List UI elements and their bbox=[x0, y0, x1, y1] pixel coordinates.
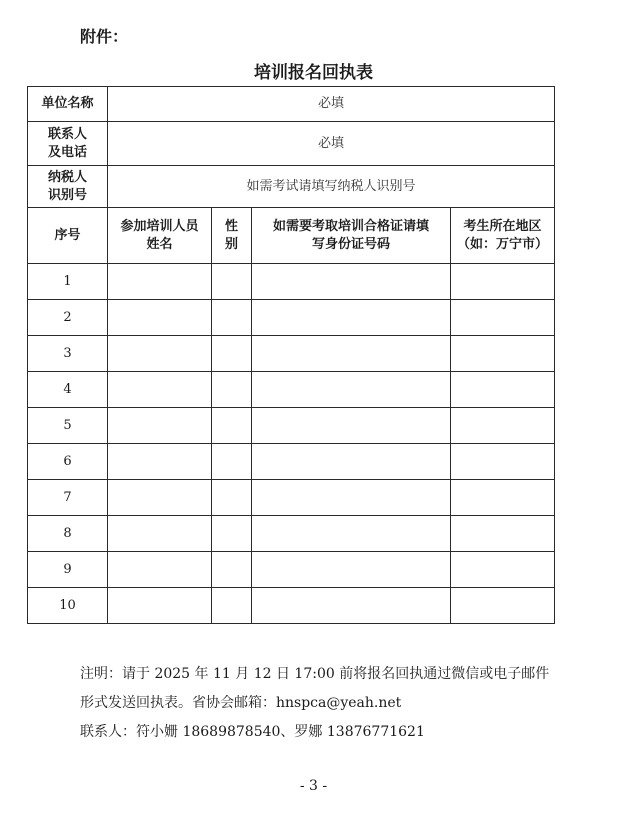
table-row bbox=[28, 516, 555, 552]
page-number: - 3 - bbox=[299, 778, 328, 794]
region-cell[interactable] bbox=[451, 264, 555, 300]
field-row-contact bbox=[28, 122, 555, 166]
row-number: 6 bbox=[28, 444, 108, 480]
gender-cell[interactable] bbox=[212, 552, 252, 588]
region-cell[interactable] bbox=[451, 516, 555, 552]
table-row bbox=[28, 480, 555, 516]
taxpayer-id-label: 纳税人 识别号 bbox=[28, 166, 108, 208]
region-cell[interactable] bbox=[451, 336, 555, 372]
row-number: 9 bbox=[28, 552, 108, 588]
id-number-cell[interactable] bbox=[252, 264, 451, 300]
gender-cell[interactable] bbox=[212, 336, 252, 372]
id-number-cell[interactable] bbox=[252, 444, 451, 480]
header-id-number: 如需要考取培训合格证请填 写身份证号码 bbox=[252, 208, 451, 264]
row-number: 7 bbox=[28, 480, 108, 516]
row-number: 4 bbox=[28, 372, 108, 408]
region-cell[interactable] bbox=[451, 300, 555, 336]
field-row-taxpayer-id bbox=[28, 166, 555, 208]
region-cell[interactable] bbox=[451, 408, 555, 444]
id-number-cell[interactable] bbox=[252, 552, 451, 588]
notes-line-deadline: 注明：请于 2025 年 11 月 12 日 17:00 前将报名回执通过微信或电子邮件 bbox=[80, 666, 550, 682]
name-cell[interactable] bbox=[108, 444, 212, 480]
header-name: 参加培训人员 姓名 bbox=[108, 208, 212, 264]
header-region: 考生所在地区 （如：万宁市） bbox=[451, 208, 555, 264]
header-gender: 性 别 bbox=[212, 208, 252, 264]
row-number: 2 bbox=[28, 300, 108, 336]
name-cell[interactable] bbox=[108, 480, 212, 516]
table-row bbox=[28, 588, 555, 624]
form-title: 培训报名回执表 bbox=[254, 63, 373, 83]
region-cell[interactable] bbox=[451, 444, 555, 480]
unit-name-input[interactable] bbox=[108, 87, 555, 122]
table-row bbox=[28, 408, 555, 444]
row-number: 1 bbox=[28, 264, 108, 300]
id-number-cell[interactable] bbox=[252, 300, 451, 336]
notes-line-contacts: 联系人：符小姗 18689878540、罗娜 13876771621 bbox=[80, 724, 425, 740]
id-number-cell[interactable] bbox=[252, 408, 451, 444]
table-row bbox=[28, 300, 555, 336]
gender-cell[interactable] bbox=[212, 300, 252, 336]
table-row bbox=[28, 372, 555, 408]
table-row bbox=[28, 444, 555, 480]
field-row-unit-name bbox=[28, 87, 555, 122]
gender-cell[interactable] bbox=[212, 408, 252, 444]
name-cell[interactable] bbox=[108, 372, 212, 408]
registration-form-table bbox=[27, 86, 555, 624]
taxpayer-id-input[interactable] bbox=[108, 166, 555, 208]
notes-line-email: 形式发送回执表。省协会邮箱：hnspca@yeah.net bbox=[80, 695, 402, 711]
row-number: 5 bbox=[28, 408, 108, 444]
gender-cell[interactable] bbox=[212, 372, 252, 408]
region-cell[interactable] bbox=[451, 552, 555, 588]
name-cell[interactable] bbox=[108, 408, 212, 444]
row-number: 10 bbox=[28, 588, 108, 624]
gender-cell[interactable] bbox=[212, 264, 252, 300]
contact-label: 联系人 及电话 bbox=[28, 122, 108, 166]
region-cell[interactable] bbox=[451, 588, 555, 624]
header-seq: 序号 bbox=[28, 208, 108, 264]
table-row bbox=[28, 336, 555, 372]
table-row bbox=[28, 264, 555, 300]
taxpayer-id-hint: 如需考试请填写纳税人识别号 bbox=[246, 178, 416, 194]
gender-cell[interactable] bbox=[212, 480, 252, 516]
name-cell[interactable] bbox=[108, 300, 212, 336]
row-number: 3 bbox=[28, 336, 108, 372]
name-cell[interactable] bbox=[108, 588, 212, 624]
region-cell[interactable] bbox=[451, 480, 555, 516]
name-cell[interactable] bbox=[108, 336, 212, 372]
name-cell[interactable] bbox=[108, 264, 212, 300]
gender-cell[interactable] bbox=[212, 588, 252, 624]
unit-name-hint: 必填 bbox=[318, 96, 345, 111]
contact-input[interactable] bbox=[108, 122, 555, 166]
table-row bbox=[28, 552, 555, 588]
id-number-cell[interactable] bbox=[252, 588, 451, 624]
region-cell[interactable] bbox=[451, 372, 555, 408]
notes-section bbox=[80, 660, 560, 747]
id-number-cell[interactable] bbox=[252, 372, 451, 408]
name-cell[interactable] bbox=[108, 516, 212, 552]
contact-hint: 必填 bbox=[318, 135, 345, 151]
id-number-cell[interactable] bbox=[252, 336, 451, 372]
attachment-label: 附件： bbox=[80, 27, 129, 46]
gender-cell[interactable] bbox=[212, 516, 252, 552]
column-header-row bbox=[28, 208, 555, 264]
row-number: 8 bbox=[28, 516, 108, 552]
id-number-cell[interactable] bbox=[252, 516, 451, 552]
id-number-cell[interactable] bbox=[252, 480, 451, 516]
gender-cell[interactable] bbox=[212, 444, 252, 480]
unit-name-label: 单位名称 bbox=[28, 87, 108, 122]
name-cell[interactable] bbox=[108, 552, 212, 588]
